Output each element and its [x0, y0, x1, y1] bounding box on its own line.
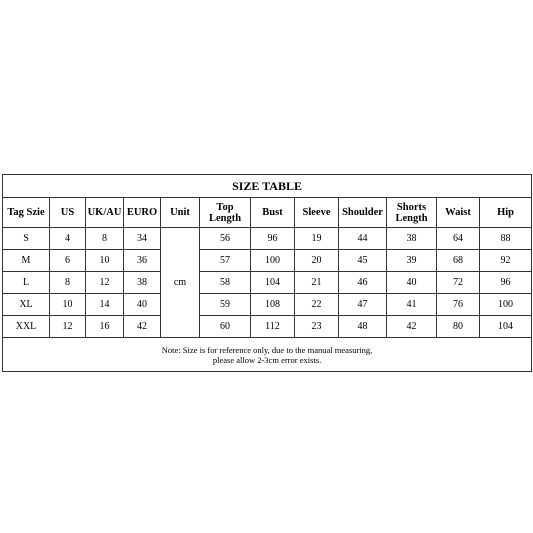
table-row	[3, 250, 532, 272]
table-cell-shoulder: 44	[339, 228, 387, 250]
column-header: Shorts Length	[387, 198, 437, 228]
table-cell-uk-au: 16	[86, 316, 124, 338]
table-cell-shoulder: 45	[339, 250, 387, 272]
column-header: Shoulder	[339, 198, 387, 228]
column-header: Unit	[161, 198, 200, 228]
table-cell-us: 6	[50, 250, 86, 272]
table-cell-uk-au: 8	[86, 228, 124, 250]
column-header: Waist	[437, 198, 480, 228]
table-cell-bust: 112	[251, 316, 295, 338]
table-row	[3, 228, 532, 250]
table-cell-shorts-length: 42	[387, 316, 437, 338]
table-cell-us: 12	[50, 316, 86, 338]
table-cell-hip: 96	[480, 272, 532, 294]
table-cell-us: 8	[50, 272, 86, 294]
table-title: SIZE TABLE	[3, 175, 532, 198]
column-header: US	[50, 198, 86, 228]
table-cell-sleeve: 23	[295, 316, 339, 338]
column-header: Bust	[251, 198, 295, 228]
table-cell-euro: 38	[124, 272, 161, 294]
table-cell-tag: S	[3, 228, 50, 250]
column-header: Sleeve	[295, 198, 339, 228]
unit-cell: cm	[161, 228, 200, 338]
table-cell-us: 4	[50, 228, 86, 250]
column-header: UK/AU	[86, 198, 124, 228]
table-cell-hip: 104	[480, 316, 532, 338]
table-cell-waist: 68	[437, 250, 480, 272]
table-cell-sleeve: 19	[295, 228, 339, 250]
table-cell-shorts-length: 39	[387, 250, 437, 272]
table-cell-waist: 76	[437, 294, 480, 316]
table-note	[3, 338, 532, 372]
table-cell-top-length: 60	[200, 316, 251, 338]
note-line-1: Note: Size is for reference only, due to the manual measuring,	[161, 344, 373, 355]
table-cell-sleeve: 20	[295, 250, 339, 272]
table-cell-top-length: 56	[200, 228, 251, 250]
table-cell-bust: 104	[251, 272, 295, 294]
header-row	[3, 198, 532, 228]
table-cell-euro: 40	[124, 294, 161, 316]
table-cell-uk-au: 12	[86, 272, 124, 294]
table-cell-hip: 92	[480, 250, 532, 272]
table-cell-sleeve: 22	[295, 294, 339, 316]
table-cell-euro: 36	[124, 250, 161, 272]
table-cell-shorts-length: 40	[387, 272, 437, 294]
table-cell-top-length: 58	[200, 272, 251, 294]
column-header: Hip	[480, 198, 532, 228]
table-cell-tag: M	[3, 250, 50, 272]
table-cell-bust: 96	[251, 228, 295, 250]
table-cell-waist: 80	[437, 316, 480, 338]
table-cell-hip: 88	[480, 228, 532, 250]
column-header: EURO	[124, 198, 161, 228]
table-cell-shoulder: 46	[339, 272, 387, 294]
table-cell-shoulder: 48	[339, 316, 387, 338]
table-cell-bust: 108	[251, 294, 295, 316]
table-cell-hip: 100	[480, 294, 532, 316]
table-row	[3, 272, 532, 294]
table-cell-euro: 34	[124, 228, 161, 250]
note-line-2: please allow 2-3cm error exists.	[212, 354, 322, 365]
column-header: Tag Szie	[3, 198, 50, 228]
table-cell-euro: 42	[124, 316, 161, 338]
column-header: Top Length	[200, 198, 251, 228]
table-cell-tag: XL	[3, 294, 50, 316]
table-row	[3, 316, 532, 338]
table-cell-waist: 72	[437, 272, 480, 294]
table-cell-sleeve: 21	[295, 272, 339, 294]
table-cell-bust: 100	[251, 250, 295, 272]
table-cell-top-length: 59	[200, 294, 251, 316]
size-table-grid	[2, 174, 532, 372]
table-cell-uk-au: 14	[86, 294, 124, 316]
table-cell-tag: L	[3, 272, 50, 294]
table-cell-uk-au: 10	[86, 250, 124, 272]
size-table	[2, 174, 531, 372]
table-cell-waist: 64	[437, 228, 480, 250]
table-cell-us: 10	[50, 294, 86, 316]
table-row	[3, 294, 532, 316]
table-cell-shoulder: 47	[339, 294, 387, 316]
table-cell-shorts-length: 41	[387, 294, 437, 316]
table-cell-shorts-length: 38	[387, 228, 437, 250]
table-cell-tag: XXL	[3, 316, 50, 338]
table-cell-top-length: 57	[200, 250, 251, 272]
